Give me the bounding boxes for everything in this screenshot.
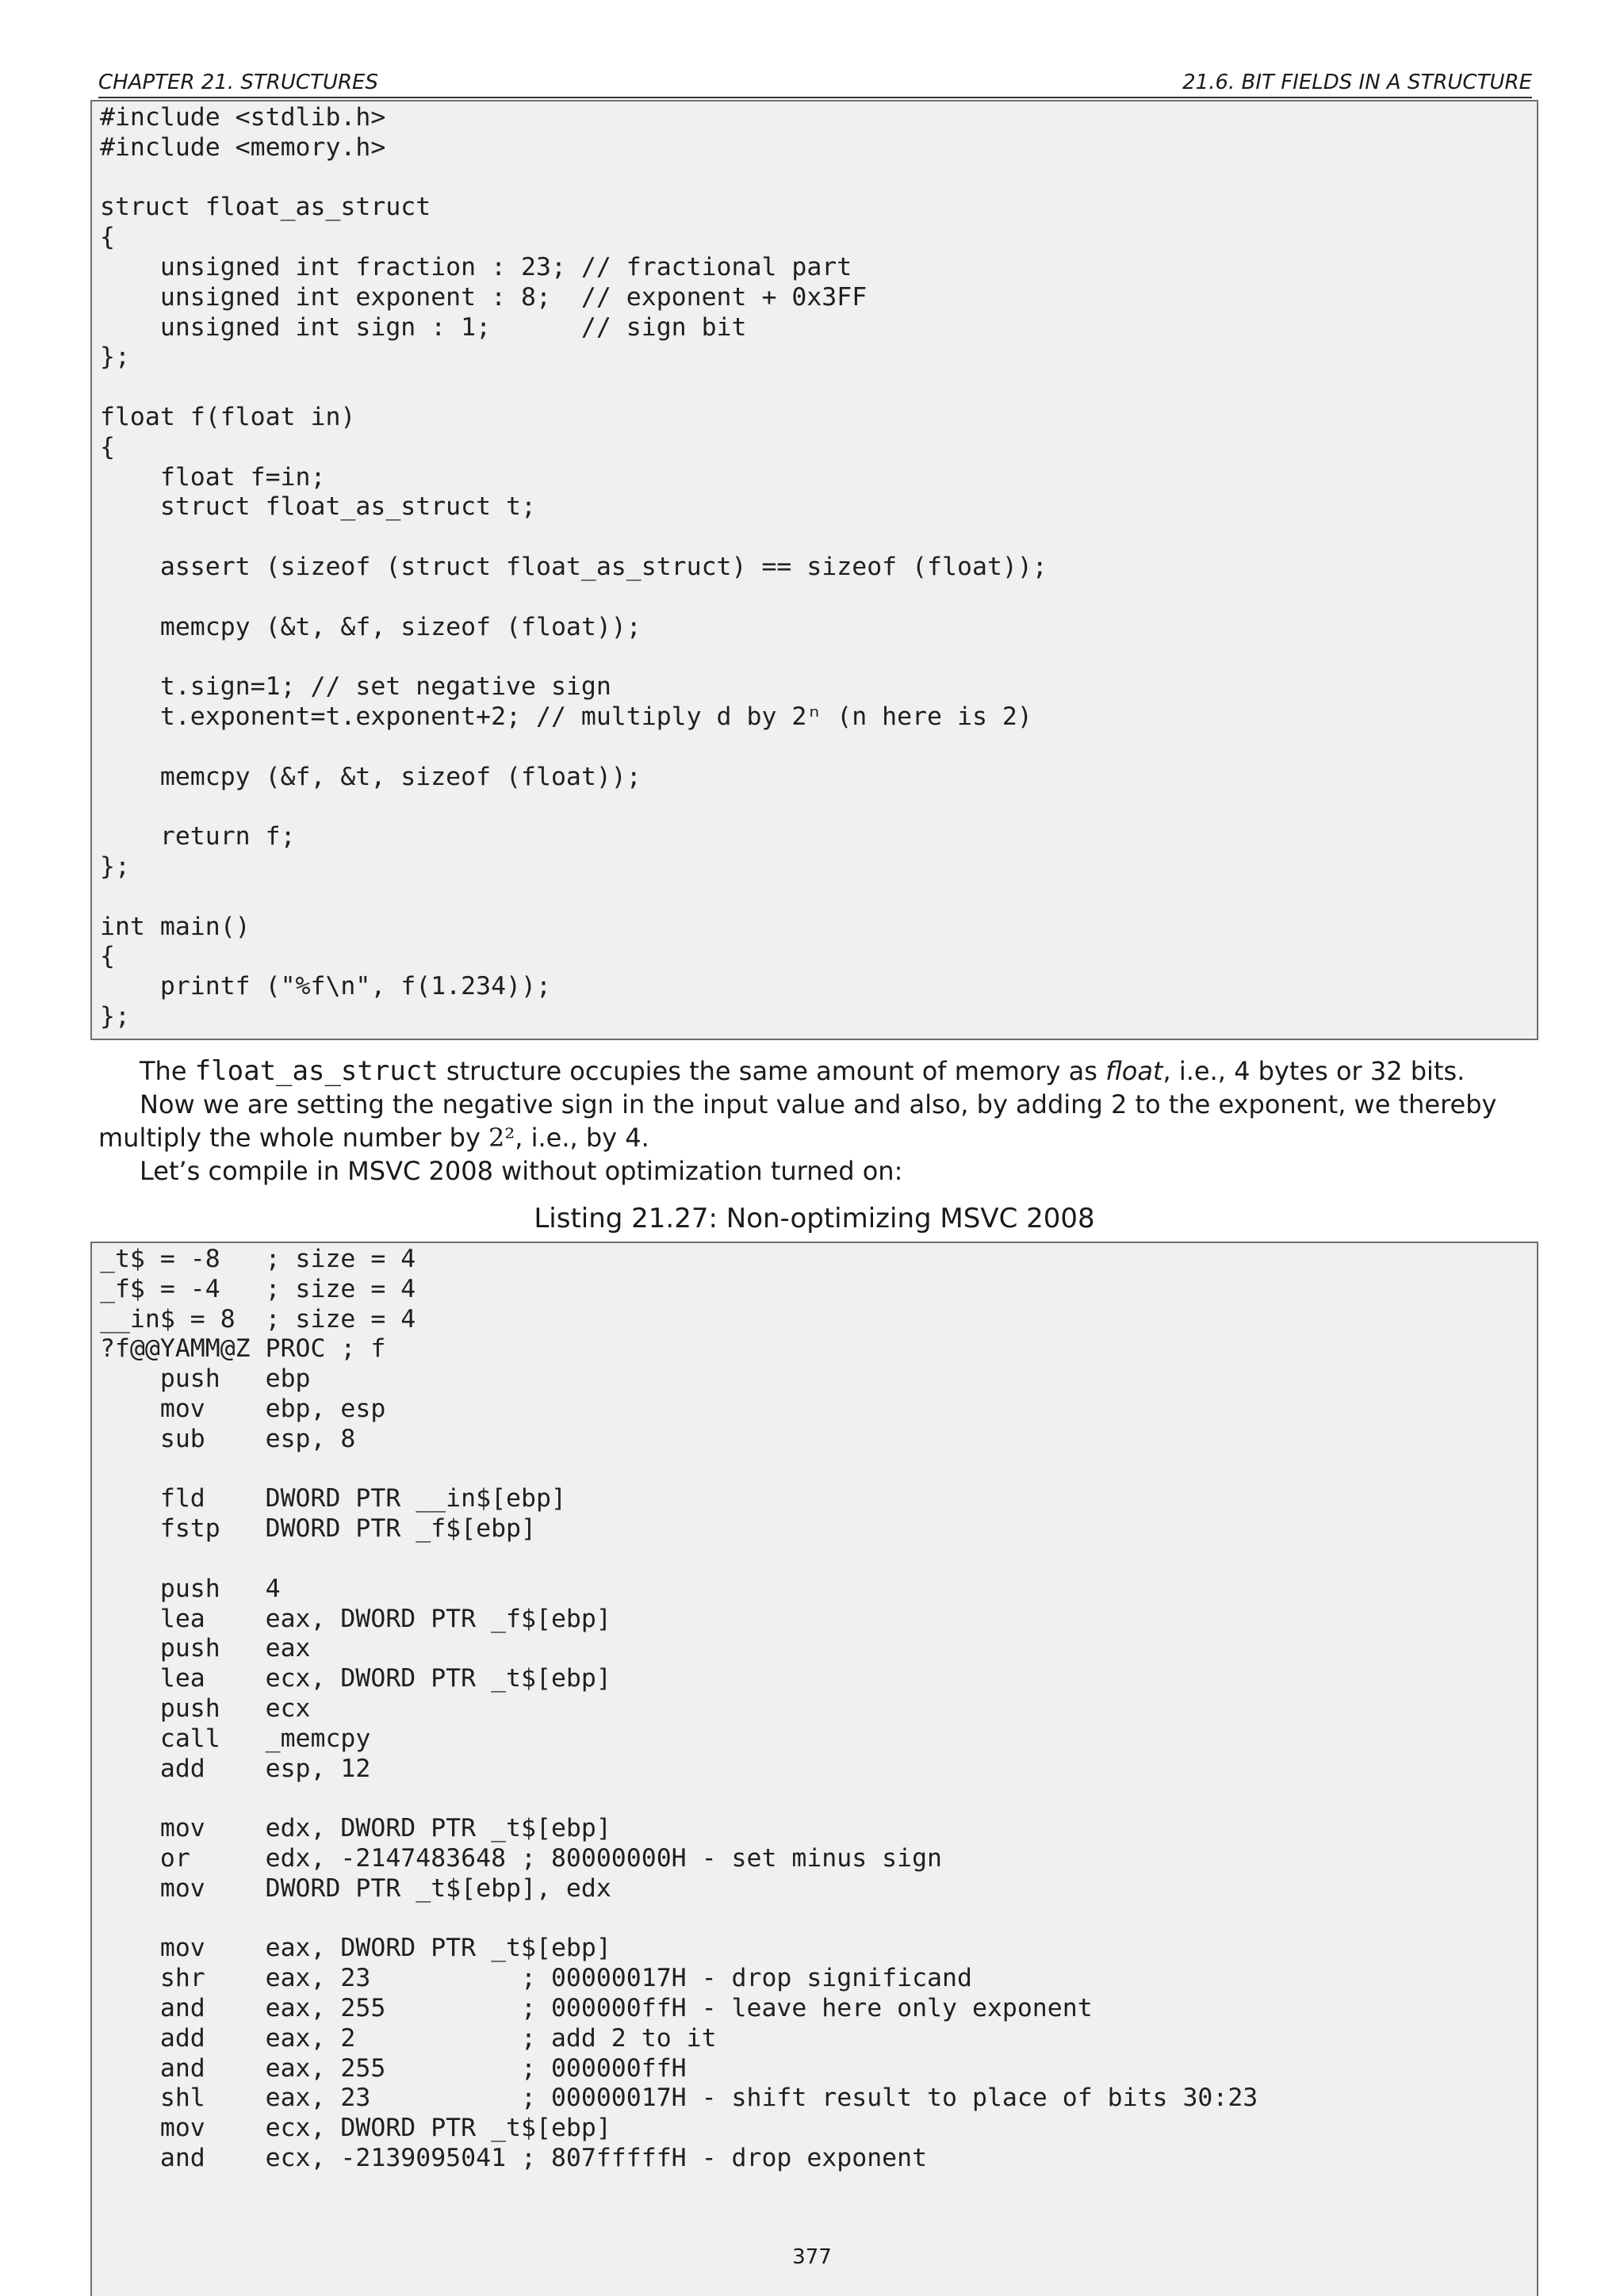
emphasis-float: float — [1105, 1056, 1163, 1086]
code-listing-c — [90, 100, 1538, 1040]
inline-code-float-as-struct: float_as_struct — [194, 1055, 439, 1087]
code-listing-c-text: #include <stdlib.h> #include <memory.h> struct float_as_struct { unsigned int fraction : 23; // fractional part unsigned int exponent : 8; // exponent + 0x3FF unsigned int sign : 1; // sign bit }; float f(float in) { float f=in; struct float_as_struct t; assert (sizeof (struct float_as_struct) == sizeof (float)); memcpy (&t, &f, sizeof (float)); t.sign=1; // set negative sign t.exponent=t.exponent+2; // multiply d by 2ⁿ (n here is 2) memcpy (&f, &t, sizeof (float)); return f; }; int main() { printf ("%f\n", f(1.234)); }; — [100, 103, 1048, 1031]
listing-caption: Listing 21.27: Non-optimizing MSVC 2008 — [534, 1203, 1095, 1234]
math-two-squared: 2² — [488, 1123, 515, 1153]
code-listing-asm — [90, 1242, 1538, 2296]
paragraph-negative-sign: Now we are setting the negative sign in the input value and also, by adding 2 to the exponent, we thereby multiply the whole number by 2², i.e., by 4. — [98, 1089, 1497, 1153]
section-title: 21.6. BIT FIELDS IN A STRUCTURE — [1182, 71, 1532, 94]
paragraph-struct-size: The float_as_struct structure occupies the same amount of memory as float, i.e., 4 bytes or 32 bits. — [140, 1055, 1465, 1087]
paragraph-compile-msvc: Let’s compile in MSVC 2008 without optimization turned on: — [140, 1156, 903, 1186]
chapter-title: CHAPTER 21. STRUCTURES — [98, 71, 378, 94]
running-header — [98, 68, 1532, 98]
page-number: 377 — [792, 2245, 832, 2269]
code-listing-asm-text: _t$ = -8 ; size = 4 _f$ = -4 ; size = 4 __in$ = 8 ; size = 4 ?f@@YAMM@Z PROC ; f push ebp mov ebp, esp sub esp, 8 fld DWORD PTR __in$[ebp] fstp DWORD PTR _f$[ebp] push 4 lea eax, DWORD PTR _f$[ebp] push eax lea ecx, DWORD PTR _t$[ebp] push ecx call _memcpy add esp, 12 mov edx, DWORD PTR _t$[ebp] or edx, -2147483648 ; 80000000H - set minus sign mov DWORD PTR _t$[ebp], edx mov eax, DWORD PTR _t$[ebp] shr eax, 23 ; 00000017H - drop significand and eax, 255 ; 000000ffH - leave here only exponent add eax, 2 ; add 2 to it and eax, 255 ; 000000ffH shl eax, 23 ; 00000017H - shift result to place of bits 30:23 mov ecx, DWORD PTR _t$[ebp] and ecx, -2139095041 ; 807fffffH - drop exponent — [100, 1245, 1258, 2172]
